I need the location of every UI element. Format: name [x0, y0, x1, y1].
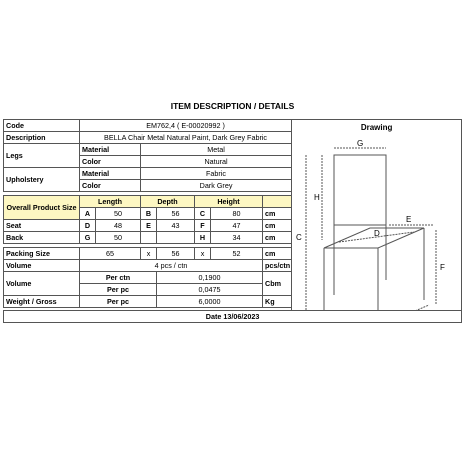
volume-per-pc-label: Per pc [80, 284, 157, 296]
weight-value: 6,0000 [157, 296, 263, 308]
volume-label-1: Volume [4, 260, 80, 272]
drawing-letter-f: F [440, 263, 445, 272]
description-value: BELLA Chair Metal Natural Paint, Dark Grey Fabric [80, 132, 292, 144]
depth-header: Depth [141, 196, 195, 208]
seat-unit: cm [263, 220, 292, 232]
overall-c-letter: C [195, 208, 211, 220]
weight-unit: Kg [263, 296, 292, 308]
overall-unit: cm [263, 208, 292, 220]
upholstery-color-value: Dark Grey [141, 180, 292, 192]
page-title: ITEM DESCRIPTION / DETAILS [170, 101, 295, 111]
packing-height: 52 [211, 248, 263, 260]
volume-label-2: Volume [4, 272, 80, 296]
drawing-letter-g: G [357, 140, 364, 148]
volume-per-ctn-label: Per ctn [80, 272, 157, 284]
drawing-letter-h: H [314, 193, 320, 202]
volume-pcs-unit: pcs/ctn [263, 260, 292, 272]
code-value: EM762,4 ( E-00020992 ) [80, 120, 292, 132]
height-header: Height [195, 196, 263, 208]
drawing-letter-d: D [374, 229, 380, 238]
legs-color-value: Natural [141, 156, 292, 168]
seat-e-letter: E [141, 220, 157, 232]
packing-length: 65 [80, 248, 141, 260]
back-g-letter: G [80, 232, 96, 244]
overall-a-letter: A [80, 208, 96, 220]
packing-label: Packing Size [4, 248, 80, 260]
back-unit: cm [263, 232, 292, 244]
seat-e-value: 43 [157, 220, 195, 232]
overall-b-letter: B [141, 208, 157, 220]
back-h-letter: H [195, 232, 211, 244]
upholstery-material-label: Material [80, 168, 141, 180]
volume-cbm-unit: Cbm [263, 272, 292, 296]
drawing-title: Drawing [360, 123, 393, 132]
seat-d-value: 48 [96, 220, 141, 232]
spec-table [3, 119, 462, 334]
seat-f-value: 47 [211, 220, 263, 232]
back-label: Back [4, 232, 80, 244]
seat-d-letter: D [80, 220, 96, 232]
packing-x2: x [195, 248, 211, 260]
legs-material-value: Metal [141, 144, 292, 156]
upholstery-label: Upholstery [4, 168, 80, 192]
volume-per-pc-value: 0,0475 [157, 284, 263, 296]
seat-label: Seat [4, 220, 80, 232]
overall-a-value: 50 [96, 208, 141, 220]
packing-x1: x [141, 248, 157, 260]
chair-backrest [334, 155, 386, 225]
volume-per-ctn-value: 0,1900 [157, 272, 263, 284]
description-label: Description [4, 132, 80, 144]
packing-unit: cm [263, 248, 292, 260]
volume-pcs-value: 4 pcs / ctn [80, 260, 263, 272]
packing-width: 56 [157, 248, 195, 260]
overall-b-value: 56 [157, 208, 195, 220]
date-row [4, 311, 462, 323]
legs-color-label: Color [80, 156, 141, 168]
legs-material-label: Material [80, 144, 141, 156]
drawing-letter-e: E [406, 215, 412, 224]
drawing-cell [292, 120, 462, 334]
upholstery-color-label: Color [80, 180, 141, 192]
length-header: Length [80, 196, 141, 208]
seat-f-letter: F [195, 220, 211, 232]
back-h-value: 34 [211, 232, 263, 244]
overall-size-label: Overall Product Size [4, 196, 80, 220]
overall-c-value: 80 [211, 208, 263, 220]
drawing-letter-c: C [296, 233, 302, 242]
date-label: Date 13/06/2023 [4, 311, 462, 323]
back-g-value: 50 [96, 232, 141, 244]
upholstery-material-value: Fabric [141, 168, 292, 180]
chair-drawing: G H C E D F B A [296, 140, 445, 334]
weight-label: Weight / Gross [4, 296, 80, 308]
weight-per-pc-label: Per pc [80, 296, 157, 308]
code-label: Code [4, 120, 80, 132]
legs-label: Legs [4, 144, 80, 168]
code-row [4, 120, 462, 132]
